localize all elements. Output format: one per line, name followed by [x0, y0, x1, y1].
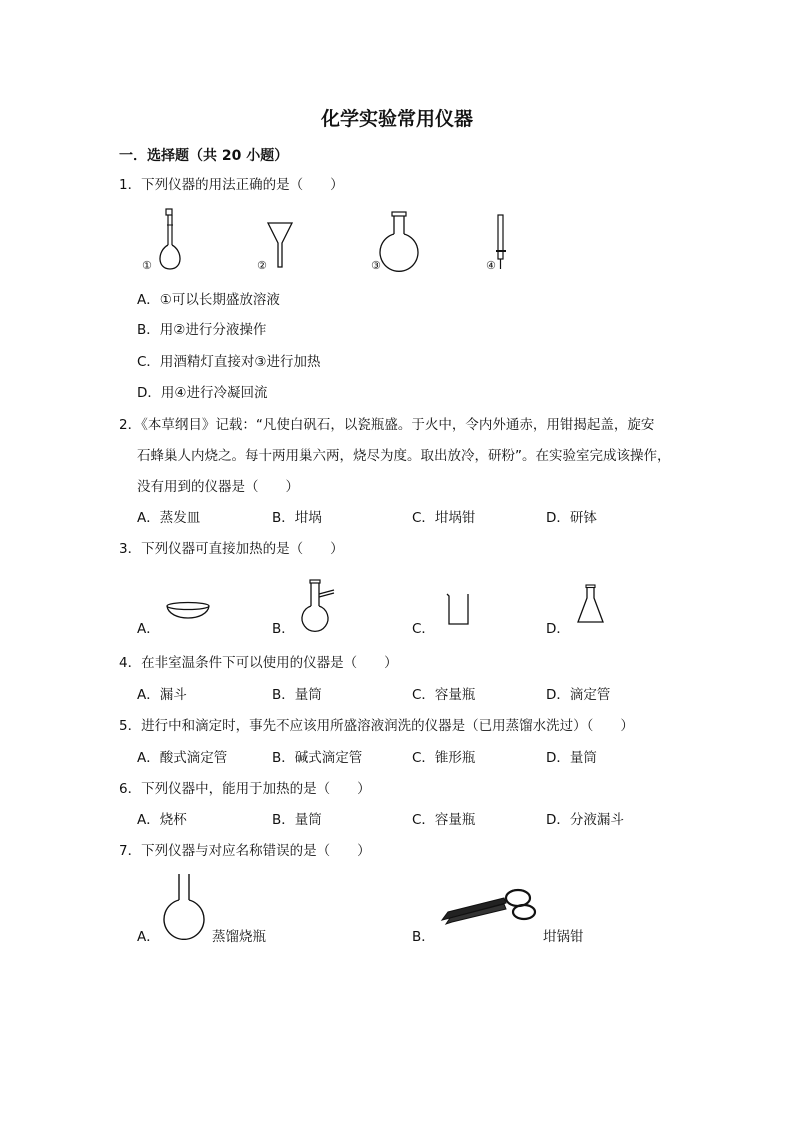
q7-option-b: B．	[412, 929, 435, 945]
q5-option-a: A．酸式滴定管	[137, 750, 228, 766]
q3-option-a: A．	[137, 621, 160, 637]
q2-option-c: C．坩埚钳	[412, 510, 476, 526]
q1-option-a: A．①可以长期盛放溶液	[137, 292, 280, 308]
q2-option-a: A．蒸发皿	[137, 510, 201, 526]
q1-label-3: ③	[371, 259, 381, 272]
question-5-stem: 5．进行中和滴定时，事先不应该用所盛溶液润洗的仪器是（已用蒸馏水洗过）（ ）	[119, 718, 634, 734]
q6-option-b: B．量筒	[272, 812, 322, 828]
q5-option-c: C．锥形瓶	[412, 750, 476, 766]
question-4-stem: 4．在非室温条件下可以使用的仪器是（ ）	[119, 655, 398, 671]
q3-figure-beaker	[442, 588, 474, 630]
q2-option-d: D．研钵	[546, 510, 597, 526]
q5-option-b: B．碱式滴定管	[272, 750, 363, 766]
q1-option-b: B．用②进行分液操作	[137, 322, 267, 338]
q7-figure-round-flask	[160, 870, 210, 940]
q3-figure-evaporating-dish	[163, 600, 213, 630]
q4-option-b: B．量筒	[272, 687, 322, 703]
q7-option-a: A．	[137, 929, 160, 945]
question-2-line-2: 石蜂巢人内烧之。每十两用巢六两，烧尽为度。取出放冷，研粉”。在实验室完成该操作，	[137, 448, 671, 464]
q3-option-c: C．	[412, 621, 435, 637]
q7-figure-crucible-tongs	[438, 886, 542, 930]
question-3-stem: 3．下列仪器可直接加热的是（ ）	[119, 541, 344, 557]
page-title: 化学实验常用仪器	[320, 108, 473, 130]
q3-figure-distilling-flask	[298, 578, 342, 634]
q4-option-d: D．滴定管	[546, 687, 611, 703]
question-1-stem: 1．下列仪器的用法正确的是（ ）	[119, 177, 344, 193]
question-6-stem: 6．下列仪器中，能用于加热的是（ ）	[119, 781, 371, 797]
q3-option-d: D．	[546, 621, 570, 637]
q1-label-4: ④	[486, 259, 496, 272]
question-7-stem: 7．下列仪器与对应名称错误的是（ ）	[119, 843, 371, 859]
q6-option-a: A．烧杯	[137, 812, 187, 828]
q4-option-a: A．漏斗	[137, 687, 187, 703]
q3-figure-conical-flask	[574, 582, 608, 628]
q3-option-b: B．	[272, 621, 295, 637]
q1-option-d: D．用④进行冷凝回流	[137, 385, 268, 401]
q6-option-c: C．容量瓶	[412, 812, 476, 828]
question-2-line-1: 2．《本草纲目》记载：“凡使白矾石，以瓷瓶盛。于火中，令内外通赤，用钳揭起盖，旋安	[119, 417, 655, 433]
q1-figure-funnel	[262, 217, 298, 271]
q5-option-d: D．量筒	[546, 750, 597, 766]
section-heading: 一．选择题（共 20 小题）	[119, 148, 289, 164]
q1-option-c: C．用酒精灯直接对③进行加热	[137, 354, 321, 370]
q4-option-c: C．容量瓶	[412, 687, 476, 703]
q6-option-d: D．分液漏斗	[546, 812, 624, 828]
q1-label-2: ②	[257, 259, 267, 272]
question-2-line-3: 没有用到的仪器是（ ）	[137, 479, 299, 495]
q1-label-1: ①	[142, 259, 152, 272]
q1-figure-round-flask	[374, 210, 424, 274]
q2-option-b: B．坩埚	[272, 510, 322, 526]
q7-caption-b: 坩锅钳	[543, 929, 584, 945]
q7-caption-a: 蒸馏烧瓶	[212, 929, 266, 945]
